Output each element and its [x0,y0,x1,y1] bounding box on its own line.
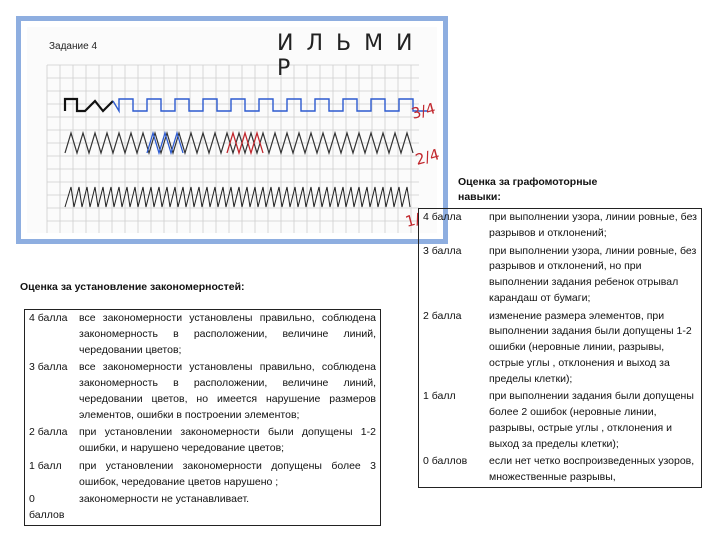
description-cell: изменение размера элементов, при выполнении задания были допущены 1-2 ошибки (неровные линии, разрывы, острые углы , отклонения и выход за пределы клетки); [489,309,692,385]
score-cell: 4 балла [29,312,68,324]
heading-line: навыки: [458,191,501,204]
score-cell: 3 балла [423,244,462,257]
score-cell: 0 баллов [29,493,65,521]
description-cell: при выполнении узора, линии ровные, без разрывов и отклонений; [489,211,697,239]
score-cell: 3 балла [29,361,68,374]
description-cell: при установлении закономерности допущены более 3 ошибок, чередование цветов нарушено ; [79,459,376,488]
table-row [419,243,702,308]
score-cell: 2 балла [29,426,68,439]
description-cell: все закономерности установлены правильно, соблюдена закономерность в расположении, величине линий, чередовании цветов; [79,312,376,356]
pattern-assessment-table [24,309,381,526]
table-row [419,453,702,487]
task-label: Задание 4 [49,41,98,52]
worksheet-photo [16,16,448,244]
description-cell: при выполнении узора, линии ровные, без разрывов и отклонений, но при выполнении задания ребенок отрывал карандаш от бумаги; [489,244,697,304]
table-row [419,388,702,453]
table-row [25,359,381,424]
student-name: И Л Ь М И Р [277,31,416,81]
pattern-line-blue [113,99,427,111]
worksheet-paper [27,27,442,233]
pattern-assessment-heading: Оценка за установление закономерностей: [20,281,245,293]
table-row [25,458,381,492]
score-mark: 2/4 [413,145,442,169]
graphomotor-assessment-heading [458,175,597,205]
pattern-line-spikes [65,187,410,207]
score-cell: 0 баллов [423,455,468,468]
table-row [419,209,702,243]
score-mark: 3/4 [409,99,438,123]
description-cell: при выполнении задания были допущены более 2 ошибок (неровные линии, разрывы, острые углы , отклонения и выход за пределы клетки); [489,390,694,450]
score-cell: 1 балл [29,459,62,472]
description-cell: закономерности не устанавливает. [79,493,250,506]
table-row [25,491,381,525]
description-cell: если нет четко воспроизведенных узоров, множественные разрывы, [489,455,695,483]
score-cell: 1 балл [423,390,456,403]
score-mark: 1/ [403,209,423,231]
score-cell: 2 балла [423,309,462,322]
heading-line: Оценка за графомоторные [458,176,598,188]
description-cell: при установлении закономерности были допущены 1-2 ошибки, и нарушено чередование цветов; [79,426,376,454]
graphomotor-assessment-table [418,208,702,488]
table-row [25,424,381,458]
description-cell: все закономерности установлены правильно, соблюдена закономерность в расположении, величине линий, чередовании цветов, но имеется нарушение размеров элементов, ошибки в построении элементов; [79,361,376,421]
table-row [25,310,381,360]
table-row [419,308,702,389]
score-cell: 4 балла [423,211,462,223]
pattern-line-black [65,99,113,111]
